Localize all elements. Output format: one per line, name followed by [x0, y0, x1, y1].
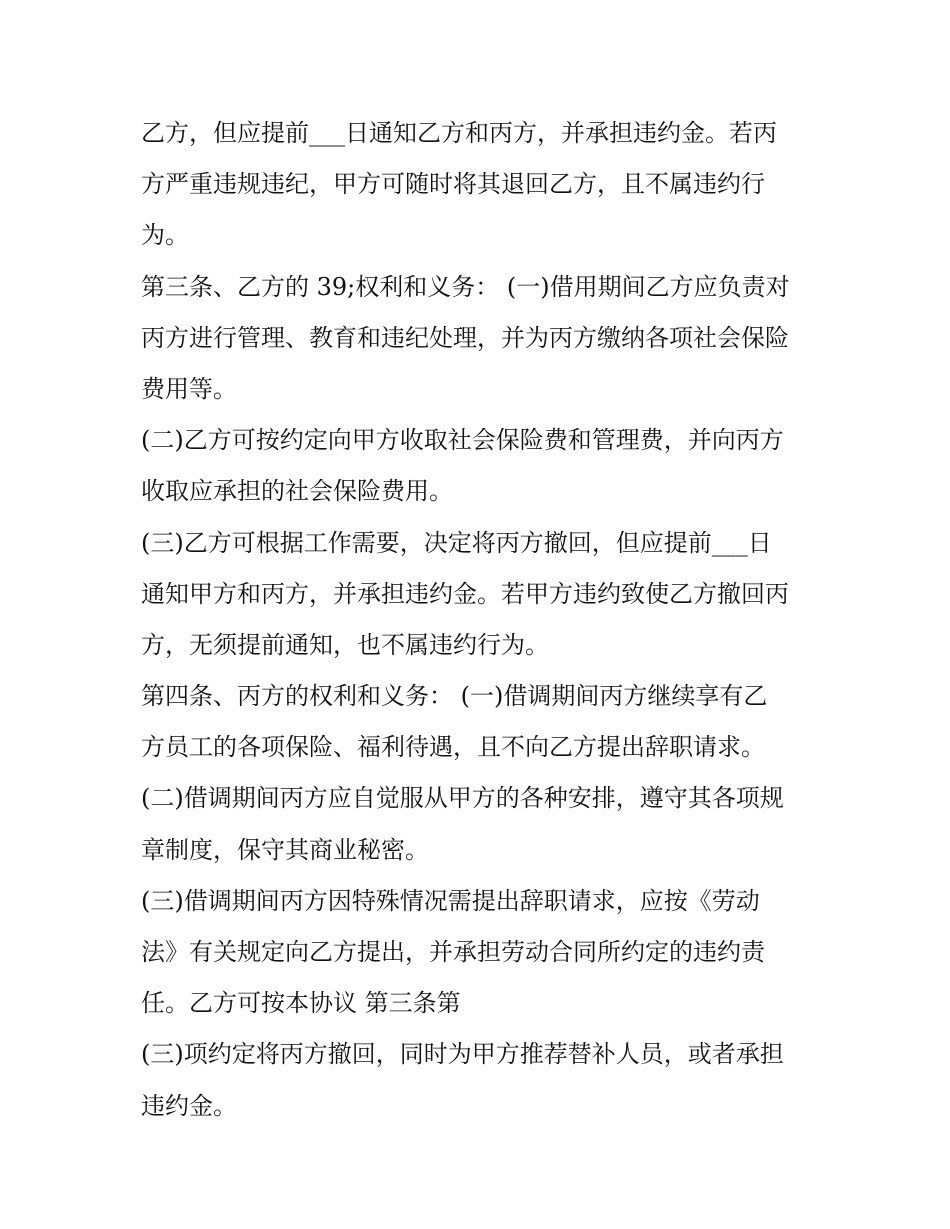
- text-line: 乙方，但应提前___日通知乙方和丙方，并承担违约金。若丙: [141, 119, 777, 147]
- text-line: 章制度，保守其商业秘密。: [141, 835, 429, 864]
- text-line: 违约金。: [141, 1091, 237, 1120]
- text-line: 任。乙方可按本协议 第三条第: [141, 989, 461, 1018]
- text-line: 方严重违规违纪，甲方可随时将其退回乙方，且不属违约行: [141, 170, 765, 199]
- text-line: 方，无须提前通知，也不属违约行为。: [141, 630, 549, 659]
- text-line: 第三条、乙方的 39;权利和义务： (一)借用期间乙方应负责对: [141, 272, 790, 301]
- text-line: (二)借调期间丙方应自觉服从甲方的各种安排，遵守其各项规: [141, 784, 784, 813]
- text-line: 收取应承担的社会保险费用。: [141, 477, 453, 506]
- text-line: (二)乙方可按约定向甲方收取社会保险费和管理费，并向丙方: [141, 426, 784, 455]
- text-line: 通知甲方和丙方，并承担违约金。若甲方违约致使乙方撤回丙: [141, 579, 789, 608]
- text-line: 法》有关规定向乙方提出，并承担劳动合同所约定的违约责: [141, 938, 765, 966]
- text-line: (三)乙方可根据工作需要，决定将丙方撤回，但应提前___日: [141, 528, 772, 557]
- text-line: 费用等。: [141, 374, 237, 403]
- text-line: 丙方进行管理、教育和违纪处理，并为丙方缴纳各项社会保险: [141, 323, 789, 352]
- text-line: 为。: [141, 221, 189, 250]
- text-line: (三)项约定将丙方撤回，同时为甲方推荐替补人员，或者承担: [141, 1040, 784, 1069]
- document-body: [141, 108, 821, 1132]
- text-line: 第四条、丙方的权利和义务： (一)借调期间丙方继续享有乙: [141, 682, 768, 711]
- text-line: 方员工的各项保险、福利待遇，且不向乙方提出辞职请求。: [141, 733, 765, 762]
- text-line: (三)借调期间丙方因特殊情况需提出辞职请求，应按《劳动: [141, 886, 760, 915]
